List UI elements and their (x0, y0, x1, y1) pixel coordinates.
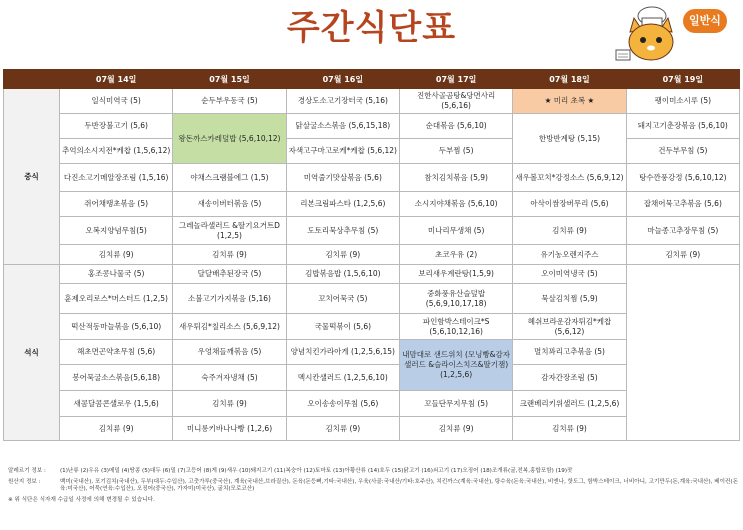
allergy-info (8, 468, 738, 476)
menu-cell: 소시지야채볶음 (5,6,10) (399, 192, 512, 217)
menu-cell-highlight: ★ 미리 초복 ★ (513, 89, 626, 114)
menu-cell: 숙주겨자냉채 (5) (173, 365, 286, 391)
menu-cell: 김치류 (9) (513, 217, 626, 245)
lunch-row (4, 192, 740, 217)
allergy-label: 알레르기 정보 : (8, 468, 46, 474)
menu-cell: 새송이버터볶음 (5) (173, 192, 286, 217)
menu-cell: 새우볼꼬치*강정소스 (5,6,9,12) (513, 164, 626, 192)
footer-note (8, 497, 738, 505)
menu-cell: 리본크림파스타 (1,2,5,6) (286, 192, 399, 217)
lunch-row (4, 245, 740, 265)
menu-cell: 그레놀라샐러드 &딸기요거트D (1,2,5) (173, 217, 286, 245)
dinner-label: 석식 (4, 265, 60, 441)
day-header: 07월 18일 (513, 70, 626, 89)
menu-cell: 김밥볶음밥 (1,5,6,10) (286, 265, 399, 284)
day-header: 07월 14일 (60, 70, 173, 89)
lunch-row (4, 217, 740, 245)
menu-cell: 유기농오렌지주스 (513, 245, 626, 265)
menu-cell: 김치류 (9) (60, 245, 173, 265)
menu-cell: 소불고기가지볶음 (5,16) (173, 284, 286, 314)
menu-cell: 꼬치어묵국 (5) (286, 284, 399, 314)
menu-cell: 아삭이쌈장버무리 (5,6) (513, 192, 626, 217)
menu-cell: 홍조콩나물국 (5) (60, 265, 173, 284)
menu-cell: 김치류 (9) (399, 417, 512, 441)
menu-cell-empty (626, 265, 739, 441)
menu-cell: 해초면곤약초무침 (5,6) (60, 340, 173, 365)
menu-cell: 도토리묵상추무침 (5) (286, 217, 399, 245)
menu-cell: 우엉채들깨볶음 (5) (173, 340, 286, 365)
menu-cell-highlight: 왕돈까스카레덮밥 (5,6,10,12) (173, 114, 286, 164)
menu-cell: 닭살굴소스볶음 (5,6,15,18) (286, 114, 399, 139)
menu-cell-highlight: 내맘대로 샌드위치 (모닝빵&감자샐러드 &슬라이스치즈&딸기잼) (1,2,5,6) (399, 340, 512, 391)
menu-cell: 자색고구마고로케*케찹 (5,6,12) (286, 139, 399, 164)
lunch-row (4, 139, 740, 164)
cat-chef-mascot-icon (612, 2, 682, 68)
menu-cell: 잡채어묵고추볶음 (5,6) (626, 192, 739, 217)
allergy-text: (1)난류 (2)우유 (3)메밀 (4)땅콩 (5)대두 (6)밀 (7)고등어 (8)게 (9)새우 (10)돼지고기 (11)복숭아 (12)토마토 (13)아황산류 (14)호두 (15)닭고기 (16)쇠고기 (17)오징어 (18)조개류(굴,전복,홍합포함) (19)잣 (60, 468, 573, 474)
origin-label: 원산지 정보 : (8, 478, 41, 485)
footnotes (8, 468, 738, 507)
lunch-label: 중식 (4, 89, 60, 265)
menu-cell: 중화풍유산슬덮밥 (5,6,9,10,17,18) (399, 284, 512, 314)
menu-cell: 양념치킨가라아게 (1,2,5,6,15) (286, 340, 399, 365)
menu-cell: 멸치꽈리고추볶음 (5) (513, 340, 626, 365)
corner-cell (4, 70, 60, 89)
menu-cell: 감자간장조림 (5) (513, 365, 626, 391)
menu-cell: 김치류 (9) (513, 417, 626, 441)
footer-text: ※ 위 식단은 식자재 수급일 사정에 의해 변경될 수 있습니다. (8, 496, 155, 503)
menu-cell: 경상도소고기장터국 (5,16) (286, 89, 399, 114)
menu-cell: 달달배추된장국 (5) (173, 265, 286, 284)
day-header: 07월 19일 (626, 70, 739, 89)
menu-cell: 두부찜 (5) (399, 139, 512, 164)
dinner-row (4, 265, 740, 284)
menu-cell: 김치류 (9) (173, 391, 286, 417)
menu-cell: 미역줄기맛살볶음 (5,6) (286, 164, 399, 192)
menu-cell: 일식미역국 (5) (60, 89, 173, 114)
origin-text: 백미(국내산), 포기김치(국내산), 두부(대두:수입산), 고춧가루(중국산), 계육(국내산,브라질산), 돈육(돈등뼈,기타:국내산), 우육(사골:국내산/기타:호주산), 치킨까스(계육:국내산), 탕수육(돈육:국내산), 비엔나, 핫도그, 함박스테이크, 너비아니, 고기만두(돈,계육:국내산), 베이컨(돈육:미국산), 어묵(연육:수입산), 오징어(중국산), 가자미(미국산), 굴치(모로코산) (60, 478, 739, 492)
menu-cell: 크랜베리키위샐러드 (1,2,5,6) (513, 391, 626, 417)
menu-cell: 마늘종고추장무침 (5) (626, 217, 739, 245)
menu-cell: 김치류 (9) (626, 245, 739, 265)
menu-cell: 보리새우계란탕(1,5,9) (399, 265, 512, 284)
diet-type-badge: 일반식 (683, 9, 727, 33)
menu-cell: 참치김치볶음 (5,9) (399, 164, 512, 192)
menu-cell: 국물떡볶이 (5,6) (286, 314, 399, 340)
day-header-row (4, 70, 740, 89)
menu-cell: 김치류 (9) (286, 417, 399, 441)
page-title: 주간식단표 (286, 8, 457, 48)
menu-cell: 꼬들단무지무침 (5) (399, 391, 512, 417)
menu-cell: 김치류 (9) (173, 245, 286, 265)
menu-cell: 다진소고기메알장조림 (1,5,16) (60, 164, 173, 192)
menu-cell: 파인함박스테이크*S (5,6,10,12,16) (399, 314, 512, 340)
lunch-row (4, 89, 740, 114)
menu-cell: 김치류 (9) (286, 245, 399, 265)
menu-cell: 추억의소시지전*케찹 (1,5,6,12) (60, 139, 173, 164)
menu-cell: 오이송송이무침 (5,6) (286, 391, 399, 417)
menu-cell: 훈제오리로스*머스터드 (1,2,5) (60, 284, 173, 314)
menu-cell: 한방반계탕 (5,15) (513, 114, 626, 164)
day-header: 07월 16일 (286, 70, 399, 89)
lunch-row (4, 114, 740, 139)
menu-cell: 탕수깐풍강정 (5,6,10,12) (626, 164, 739, 192)
menu-cell: 야채스크램블에그 (1,5) (173, 164, 286, 192)
menu-cell: 떡산적동마늘볶음 (5,6,10) (60, 314, 173, 340)
menu-cell: 건두부무침 (5) (626, 139, 739, 164)
menu-cell: 멕시칸샐러드 (1,2,5,6,10) (286, 365, 399, 391)
menu-cell: 초코우유 (2) (399, 245, 512, 265)
weekly-menu-table (3, 69, 740, 441)
menu-cell: 팽이미소시루 (5) (626, 89, 739, 114)
menu-cell: 쥐어채땡초볶음 (5) (60, 192, 173, 217)
menu-cell: 미니롱키바나나빵 (1,2,6) (173, 417, 286, 441)
menu-cell: 새우튀김*칠리소스 (5,6,9,12) (173, 314, 286, 340)
menu-cell: 돼지고기춘장볶음 (5,6,10) (626, 114, 739, 139)
menu-cell: 묵살김치찜 (5,9) (513, 284, 626, 314)
menu-cell: 미나리무생채 (5) (399, 217, 512, 245)
lunch-row (4, 164, 740, 192)
menu-cell: 새콤달콤콘샐로우 (1,5,6) (60, 391, 173, 417)
menu-cell: 진한사골곰탕&당면사리 (5,6,16) (399, 89, 512, 114)
menu-cell: 오이미역냉국 (5) (513, 265, 626, 284)
origin-info (8, 479, 738, 494)
menu-cell: 혜쉬브라운감자튀김*케찹 (5,6,12) (513, 314, 626, 340)
menu-cell: 김치류 (9) (60, 417, 173, 441)
menu-cell: 순대볶음 (5,6,10) (399, 114, 512, 139)
day-header: 07월 17일 (399, 70, 512, 89)
menu-cell: 순두부우동국 (5) (173, 89, 286, 114)
menu-cell: 오복지양념무침(5) (60, 217, 173, 245)
menu-cell: 봉어묵굴소스볶음(5,6,18) (60, 365, 173, 391)
menu-cell: 두반장불고기 (5,6) (60, 114, 173, 139)
day-header: 07월 15일 (173, 70, 286, 89)
